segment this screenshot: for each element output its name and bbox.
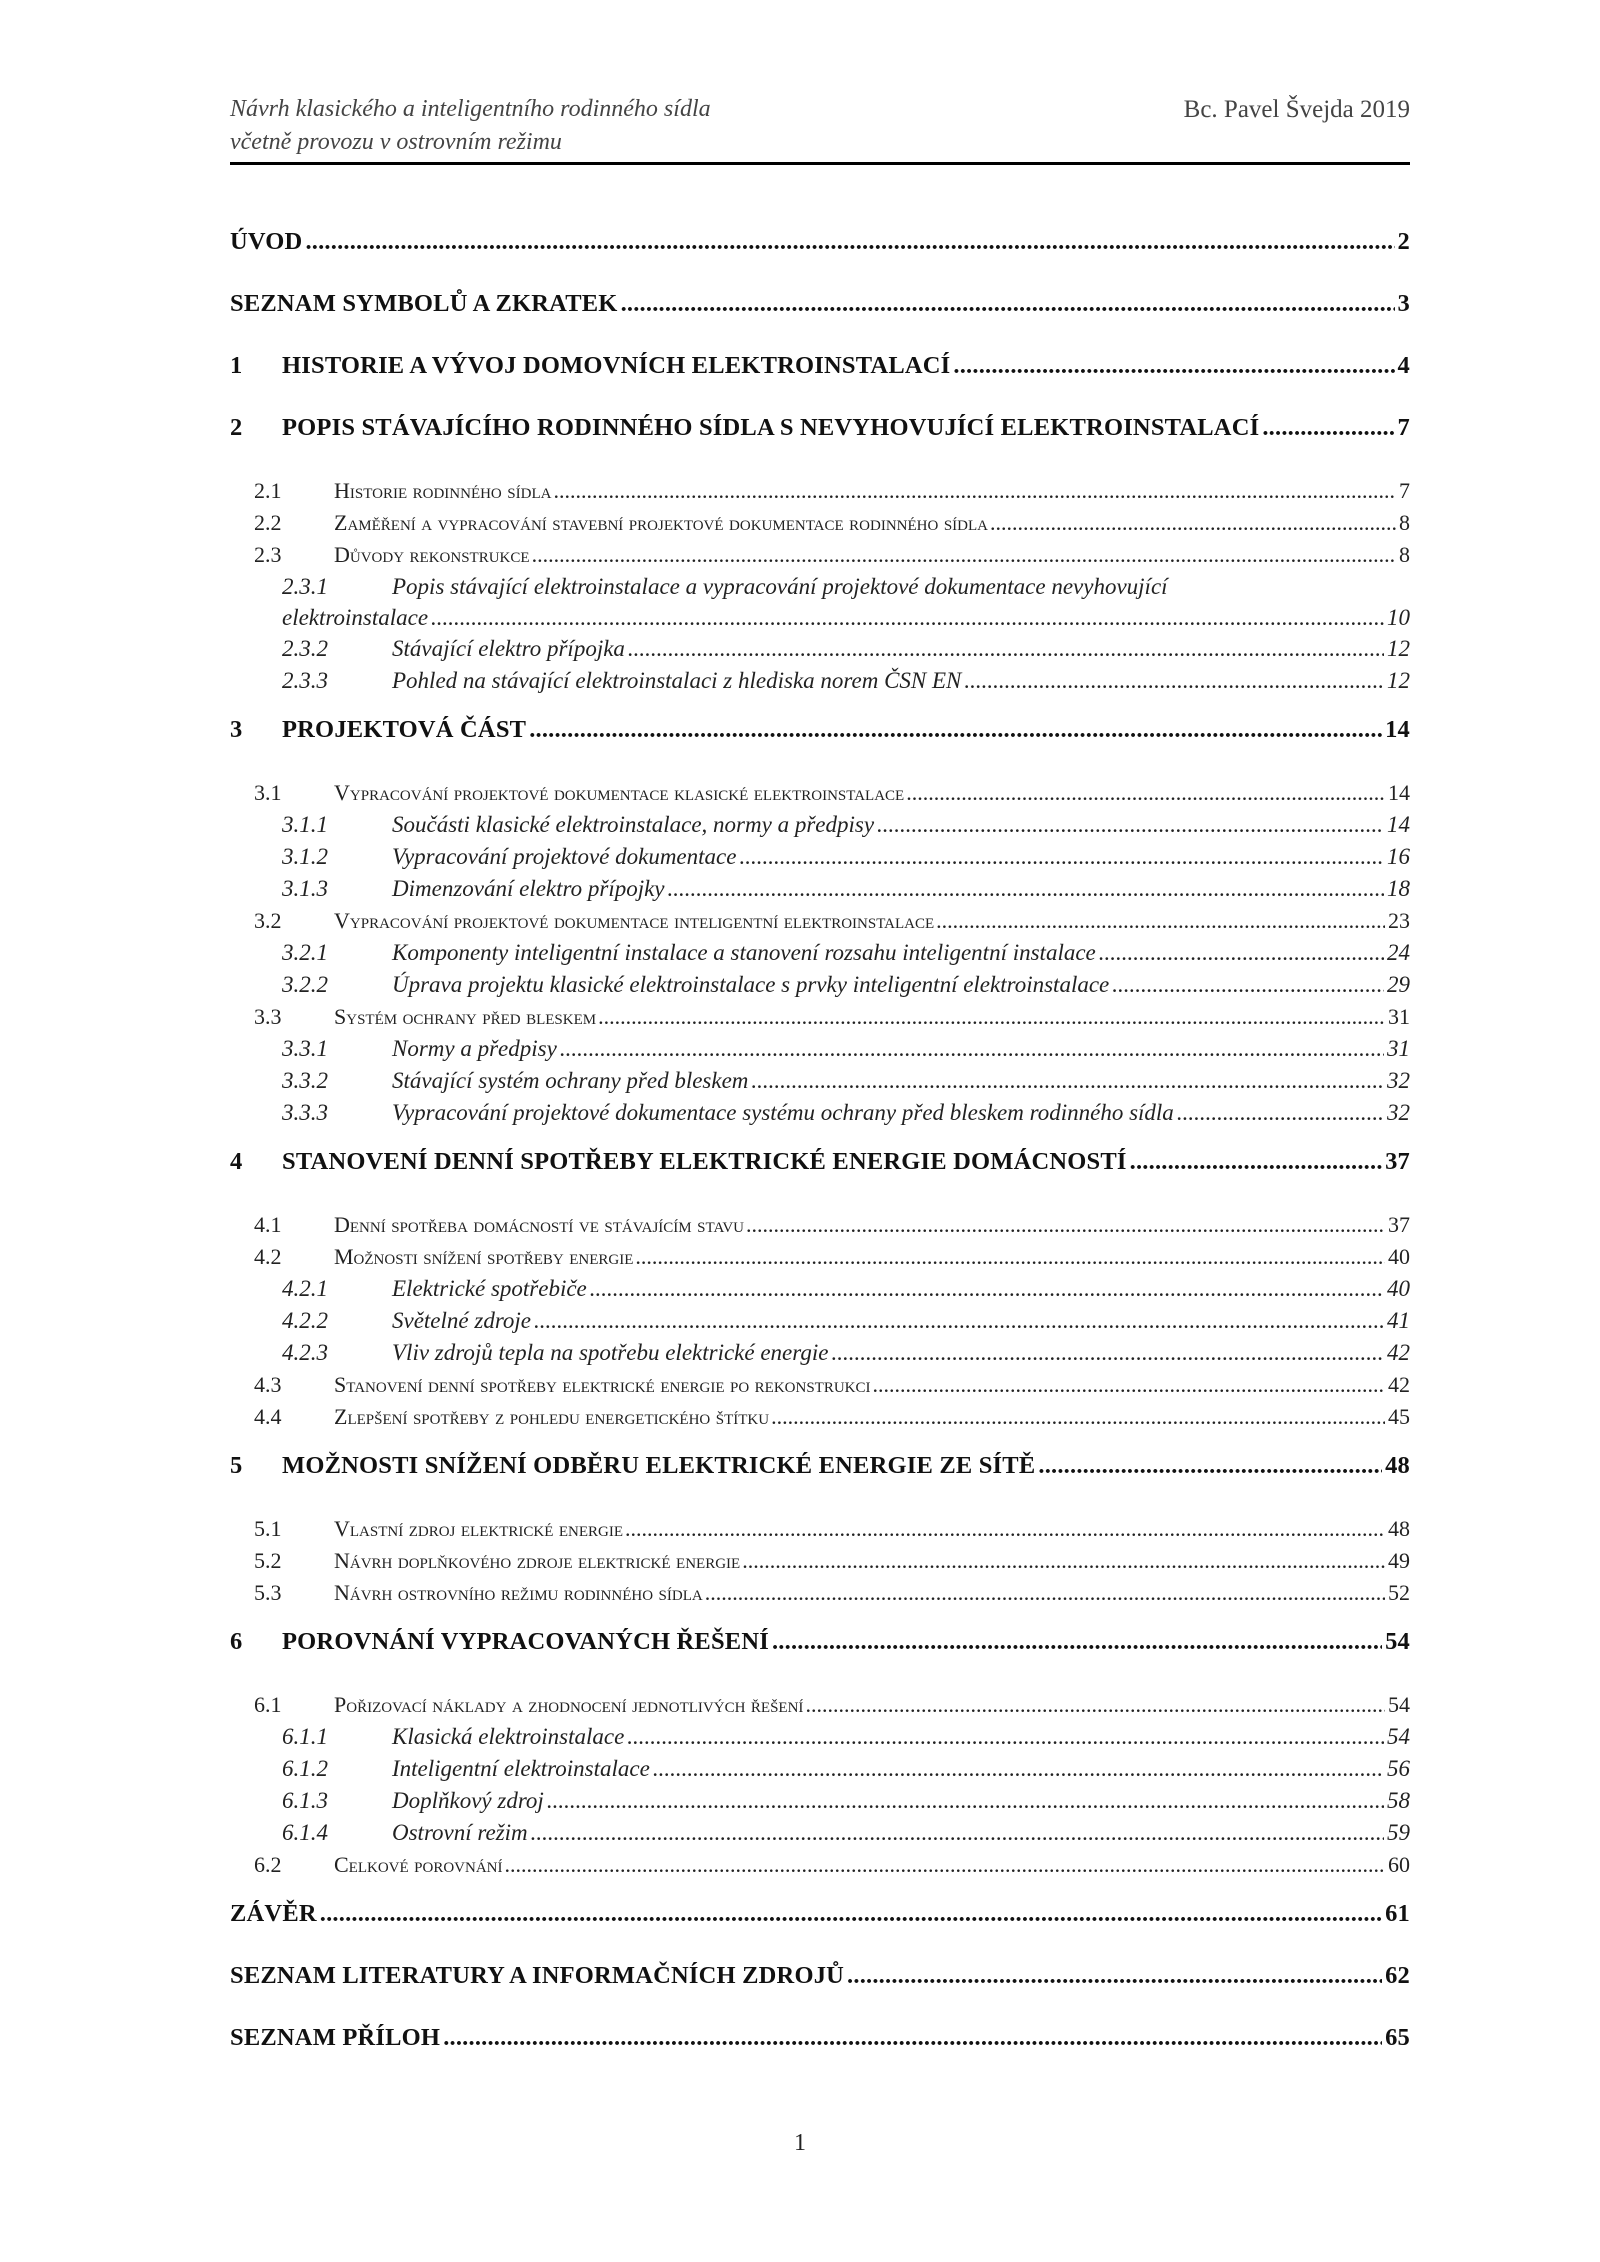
toc-entry-text: STANOVENÍ DENNÍ SPOTŘEBY ELEKTRICKÉ ENERGIE DOMÁCNOSTÍ xyxy=(282,1148,1127,1175)
toc-entry[interactable] xyxy=(254,1244,1410,1270)
toc-entry[interactable] xyxy=(282,812,1410,838)
toc-entry-title xyxy=(254,1244,633,1270)
toc-entry-text: SEZNAM SYMBOLŮ A ZKRATEK xyxy=(230,290,618,317)
toc-entry-text: Vliv zdrojů tepla na spotřebu elektrické energie xyxy=(392,1340,829,1365)
toc-entry[interactable] xyxy=(282,940,1410,966)
toc-entry-page: 12 xyxy=(1387,668,1410,693)
toc-entry-title xyxy=(282,940,1096,966)
toc-entry[interactable] xyxy=(282,1068,1410,1094)
toc-leader-dots xyxy=(1130,1148,1382,1176)
toc-leader-dots xyxy=(560,1036,1384,1062)
toc-entry-number: 3.3.1 xyxy=(282,1036,328,1061)
toc-leader-dots xyxy=(547,1788,1384,1814)
toc-entry-page: 49 xyxy=(1388,1548,1410,1573)
toc-entry-title xyxy=(282,668,961,694)
toc-entry-page: 14 xyxy=(1388,780,1410,805)
toc-leader-dots xyxy=(532,542,1396,568)
toc-entry-page: 29 xyxy=(1387,972,1410,997)
toc-entry-number: 3.2.1 xyxy=(282,940,328,965)
toc-entry[interactable] xyxy=(230,1452,1410,1480)
toc-entry-title xyxy=(282,972,1109,998)
toc-entry-page: 14 xyxy=(1385,716,1410,743)
toc-entry-text: Vypracování projektové dokumentace inteligentní elektroinstalace xyxy=(334,908,935,933)
toc-entry-title xyxy=(230,414,1259,442)
toc-entry-continuation[interactable] xyxy=(282,605,1410,631)
toc-entry-title xyxy=(282,1340,828,1366)
toc-entry-page: 4 xyxy=(1397,352,1410,379)
toc-entry[interactable] xyxy=(230,716,1410,744)
toc-entry-page: 2 xyxy=(1397,228,1410,255)
toc-entry[interactable] xyxy=(282,972,1410,998)
toc-entry-title xyxy=(254,510,988,536)
toc-entry-text: Ostrovní režim xyxy=(392,1820,528,1845)
toc-entry-text: Zaměření a vypracování stavební projektové dokumentace rodinného sídla xyxy=(334,510,988,535)
toc-entry-page: 58 xyxy=(1387,1788,1410,1813)
header-title-line1: Návrh klasického a inteligentního rodinného sídla xyxy=(230,96,711,122)
toc-entry-title xyxy=(282,1068,748,1094)
toc-entry-title xyxy=(254,1692,803,1718)
toc-entry-number: 1 xyxy=(230,352,243,379)
toc-entry-text: SEZNAM LITERATURY A INFORMAČNÍCH ZDROJŮ xyxy=(230,1962,845,1989)
toc-entry-text: PROJEKTOVÁ ČÁST xyxy=(282,716,527,743)
toc-leader-dots xyxy=(990,510,1396,536)
toc-leader-dots xyxy=(621,290,1395,318)
toc-leader-dots xyxy=(964,668,1384,694)
toc-entry-page: 54 xyxy=(1387,1724,1410,1749)
toc-entry-number: 3.2.2 xyxy=(282,972,328,997)
toc-leader-dots xyxy=(1038,1452,1382,1480)
toc-entry-title xyxy=(230,1148,1127,1176)
toc-entry-title xyxy=(230,716,526,744)
toc-entry-number: 3 xyxy=(230,716,243,743)
toc-entry-text: Vypracování projektové dokumentace systému ochrany před bleskem rodinného sídla xyxy=(392,1100,1174,1125)
toc-leader-dots xyxy=(320,1900,1382,1928)
toc-leader-dots xyxy=(953,352,1394,380)
toc-entry-number: 6.1.2 xyxy=(282,1756,328,1781)
toc-entry-page: 8 xyxy=(1399,542,1410,567)
toc-entry[interactable] xyxy=(254,1372,1410,1398)
toc-leader-dots xyxy=(635,1244,1385,1270)
toc-leader-dots xyxy=(873,1372,1385,1398)
toc-entry[interactable] xyxy=(230,352,1410,380)
toc-entry-text: Součásti klasické elektroinstalace, normy a předpisy xyxy=(392,812,875,837)
toc-entry[interactable] xyxy=(282,1308,1410,1334)
toc-entry-text: MOŽNOSTI SNÍŽENÍ ODBĚRU ELEKTRICKÉ ENERGIE ZE SÍTĚ xyxy=(282,1452,1036,1479)
toc-entry-number: 6.1.3 xyxy=(282,1788,328,1813)
toc-entry[interactable] xyxy=(282,1756,1410,1782)
toc-entry[interactable] xyxy=(254,1404,1410,1430)
toc-leader-dots xyxy=(906,780,1385,806)
toc-entry-text: Vlastní zdroj elektrické energie xyxy=(334,1516,624,1541)
toc-entry-text: Inteligentní elektroinstalace xyxy=(392,1756,650,1781)
toc-entry-page: 23 xyxy=(1388,908,1410,933)
page-header xyxy=(230,96,1410,165)
toc-entry-title xyxy=(254,1852,503,1878)
toc-entry[interactable] xyxy=(230,290,1410,318)
toc-entry[interactable] xyxy=(282,876,1410,902)
toc-entry-number: 2.3.1 xyxy=(282,574,328,599)
toc-entry-title xyxy=(230,1900,317,1928)
header-title-line2: včetně provozu v ostrovním režimu xyxy=(230,129,562,155)
toc-entry[interactable] xyxy=(282,844,1410,870)
toc-entry[interactable] xyxy=(254,780,1410,806)
toc-entry-page: 16 xyxy=(1387,844,1410,869)
toc-entry-number: 3.1.3 xyxy=(282,876,328,901)
toc-entry-page: 41 xyxy=(1387,1308,1410,1333)
toc-entry-number: 2.3.3 xyxy=(282,668,328,693)
toc-entry-title xyxy=(282,1100,1174,1126)
toc-entry-text: Stávající systém ochrany před bleskem xyxy=(392,1068,749,1093)
toc-leader-dots xyxy=(742,1548,1385,1574)
toc-entry-number: 4.1 xyxy=(254,1212,282,1237)
toc-entry-title xyxy=(254,1516,623,1542)
toc-entry-text: Dimenzování elektro přípojky xyxy=(392,876,665,901)
toc-entry[interactable] xyxy=(230,2024,1410,2052)
toc-entry-number: 3.3.2 xyxy=(282,1068,328,1093)
toc-entry[interactable] xyxy=(254,1852,1410,1878)
toc-entry-title xyxy=(254,780,904,806)
toc-entry[interactable] xyxy=(282,668,1410,694)
toc-entry[interactable] xyxy=(230,1962,1410,1990)
toc-entry-page: 61 xyxy=(1385,1900,1410,1927)
toc-leader-dots xyxy=(877,812,1384,838)
toc-entry-text: Důvody rekonstrukce xyxy=(334,542,530,567)
toc-entry-title xyxy=(282,1036,557,1062)
toc-leader-dots xyxy=(443,2024,1382,2052)
toc-entry-text: Denní spotřeba domácností ve stávajícím stavu xyxy=(334,1212,745,1237)
toc-entry-title xyxy=(254,1212,744,1238)
toc-leader-dots xyxy=(598,1004,1385,1030)
toc-entry-text: Popis stávající elektroinstalace a vypracování projektové dokumentace nevyhovující xyxy=(392,574,1168,599)
toc-entry-number: 4.3 xyxy=(254,1372,282,1397)
toc-leader-dots xyxy=(1262,414,1394,442)
toc-entry-page: 8 xyxy=(1399,510,1410,535)
toc-entry-text: Možnosti snížení spotřeby energie xyxy=(334,1244,634,1269)
toc-entry-number: 4.2.2 xyxy=(282,1308,328,1333)
toc-entry-page: 12 xyxy=(1387,636,1410,661)
toc-leader-dots xyxy=(1099,940,1384,966)
toc-entry-page: 32 xyxy=(1387,1100,1410,1125)
toc-entry-page: 42 xyxy=(1388,1372,1410,1397)
toc-entry-title xyxy=(282,574,1168,600)
toc-entry-title xyxy=(254,478,551,504)
toc-entry-number: 3.3 xyxy=(254,1004,282,1029)
toc-entry-text: Zlepšení spotřeby z pohledu energetického štítku xyxy=(334,1404,770,1429)
toc-entry-number: 4.2 xyxy=(254,1244,282,1269)
toc-entry-number: 2.3.2 xyxy=(282,636,328,661)
toc-entry-page: 48 xyxy=(1388,1516,1410,1541)
toc-entry-page: 48 xyxy=(1385,1452,1410,1479)
toc-entry-title xyxy=(282,812,874,838)
toc-entry-number: 2 xyxy=(230,414,243,441)
toc-entry-title xyxy=(254,1372,871,1398)
toc-entry-number: 3.1.1 xyxy=(282,812,328,837)
toc-leader-dots xyxy=(772,1628,1382,1656)
toc-entry[interactable] xyxy=(230,1628,1410,1656)
toc-entry-title xyxy=(230,1452,1035,1480)
toc-entry-page: 31 xyxy=(1387,1036,1410,1061)
toc-entry-page: 7 xyxy=(1399,478,1410,503)
toc-entry-title xyxy=(254,1404,769,1430)
toc-leader-dots xyxy=(936,908,1385,934)
toc-entry-title xyxy=(230,2024,440,2052)
toc-leader-dots xyxy=(625,1516,1385,1542)
toc-entry-page: 54 xyxy=(1388,1692,1410,1717)
toc-entry-text: Normy a předpisy xyxy=(392,1036,557,1061)
toc-entry[interactable] xyxy=(254,510,1410,536)
toc-entry[interactable] xyxy=(282,574,1410,600)
toc-entry-number: 3.1 xyxy=(254,780,282,805)
toc-entry-number: 5.3 xyxy=(254,1580,282,1605)
toc-entry-number: 6.2 xyxy=(254,1852,282,1877)
toc-entry-number: 5.2 xyxy=(254,1548,282,1573)
toc-entry-text: Klasická elektroinstalace xyxy=(392,1724,625,1749)
toc-entry[interactable] xyxy=(230,414,1410,442)
toc-leader-dots xyxy=(805,1692,1385,1718)
toc-entry-page: 52 xyxy=(1388,1580,1410,1605)
toc-entry-page: 18 xyxy=(1387,876,1410,901)
toc-leader-dots xyxy=(590,1276,1384,1302)
toc-entry-title xyxy=(230,228,302,256)
toc-entry-page: 10 xyxy=(1387,605,1410,630)
toc-entry-text: POPIS STÁVAJÍCÍHO RODINNÉHO SÍDLA S NEVYHOVUJÍCÍ ELEKTROINSTALACÍ xyxy=(282,414,1260,441)
toc-entry-title xyxy=(282,1724,624,1750)
toc-entry-text: Systém ochrany před bleskem xyxy=(334,1004,597,1029)
toc-entry-page: 65 xyxy=(1385,2024,1410,2051)
toc-entry-page: 62 xyxy=(1385,1962,1410,1989)
toc-entry-title xyxy=(254,542,530,568)
toc-entry-title xyxy=(230,290,618,318)
toc-entry[interactable] xyxy=(282,1340,1410,1366)
toc-leader-dots xyxy=(739,844,1384,870)
toc-entry-number: 4 xyxy=(230,1148,243,1175)
toc-entry-number: 6.1 xyxy=(254,1692,282,1717)
toc-entry-number: 3.3.3 xyxy=(282,1100,328,1125)
toc-entry[interactable] xyxy=(230,1900,1410,1928)
toc-entry-title xyxy=(282,876,665,902)
toc-entry-text: elektroinstalace xyxy=(282,605,429,630)
toc-entry[interactable] xyxy=(254,478,1410,504)
toc-entry-page: 56 xyxy=(1387,1756,1410,1781)
toc-entry-number: 4.4 xyxy=(254,1404,282,1429)
toc-entry[interactable] xyxy=(282,1276,1410,1302)
toc-entry-title xyxy=(230,1628,769,1656)
toc-leader-dots xyxy=(305,228,1394,256)
toc-entry-title xyxy=(282,1756,650,1782)
toc-entry-title xyxy=(230,1962,844,1990)
toc-entry-number: 4.2.1 xyxy=(282,1276,328,1301)
toc-entry-number: 3.1.2 xyxy=(282,844,328,869)
toc-entry-text: Historie rodinného sídla xyxy=(334,478,552,503)
toc-entry-page: 45 xyxy=(1388,1404,1410,1429)
toc-entry-text: Návrh doplňkového zdroje elektrické energie xyxy=(334,1548,741,1573)
toc-entry-page: 31 xyxy=(1388,1004,1410,1029)
toc-entry-number: 2.2 xyxy=(254,510,282,535)
toc-leader-dots xyxy=(751,1068,1384,1094)
toc-entry-text: Úprava projektu klasické elektroinstalace s prvky inteligentní elektroinstalace xyxy=(392,972,1110,997)
toc-leader-dots xyxy=(431,605,1384,631)
toc-leader-dots xyxy=(627,1724,1384,1750)
toc-entry[interactable] xyxy=(254,1004,1410,1030)
toc-entry-number: 3.2 xyxy=(254,908,282,933)
toc-entry-text: Elektrické spotřebiče xyxy=(392,1276,587,1301)
page-number: 1 xyxy=(794,2130,806,2156)
toc-entry-title xyxy=(282,1820,528,1846)
toc-entry-title xyxy=(254,1004,596,1030)
toc-entry-number: 2.3 xyxy=(254,542,282,567)
toc-entry-number: 6.1.1 xyxy=(282,1724,328,1749)
toc-entry-text: Stávající elektro přípojka xyxy=(392,636,625,661)
toc-entry-title xyxy=(282,1276,587,1302)
toc-entry[interactable] xyxy=(282,1724,1410,1750)
toc-entry-text: Světelné zdroje xyxy=(392,1308,532,1333)
toc-entry[interactable] xyxy=(282,1820,1410,1846)
toc-entry-title xyxy=(254,908,934,934)
toc-entry-page: 40 xyxy=(1388,1244,1410,1269)
toc-leader-dots xyxy=(746,1212,1385,1238)
toc-leader-dots xyxy=(529,716,1382,744)
toc-entry-title xyxy=(282,844,736,870)
toc-entry-title xyxy=(282,636,625,662)
toc-leader-dots xyxy=(1177,1100,1384,1126)
header-author: Bc. Pavel Švejda 2019 xyxy=(1183,96,1410,123)
toc-entry-text: Doplňkový zdroj xyxy=(392,1788,544,1813)
toc-leader-dots xyxy=(668,876,1384,902)
toc-entry[interactable] xyxy=(282,1788,1410,1814)
toc-entry-page: 40 xyxy=(1387,1276,1410,1301)
toc-entry-text: HISTORIE A VÝVOJ DOMOVNÍCH ELEKTROINSTALACÍ xyxy=(282,352,951,379)
toc-leader-dots xyxy=(553,478,1396,504)
toc-entry[interactable] xyxy=(254,908,1410,934)
toc-entry-text: ZÁVĚR xyxy=(230,1900,317,1927)
toc-entry[interactable] xyxy=(282,1036,1410,1062)
toc-leader-dots xyxy=(1112,972,1384,998)
toc-leader-dots xyxy=(771,1404,1385,1430)
toc-entry-text: Vypracování projektové dokumentace klasické elektroinstalace xyxy=(334,780,905,805)
toc-entry[interactable] xyxy=(254,542,1410,568)
toc-entry-page: 37 xyxy=(1388,1212,1410,1237)
toc-entry-text: POROVNÁNÍ VYPRACOVANÝCH ŘEŠENÍ xyxy=(282,1628,769,1655)
toc-entry-title xyxy=(254,1580,703,1606)
toc-entry-number: 6.1.4 xyxy=(282,1820,328,1845)
toc-entry-page: 59 xyxy=(1387,1820,1410,1845)
toc-entry-text: Pořizovací náklady a zhodnocení jednotlivých řešení xyxy=(334,1692,804,1717)
toc-entry-number: 6 xyxy=(230,1628,243,1655)
toc-entry-number: 5 xyxy=(230,1452,243,1479)
toc-entry-page: 24 xyxy=(1387,940,1410,965)
toc-entry[interactable] xyxy=(254,1580,1410,1606)
toc-entry[interactable] xyxy=(254,1548,1410,1574)
toc-leader-dots xyxy=(653,1756,1384,1782)
toc-entry-page: 60 xyxy=(1388,1852,1410,1877)
toc-leader-dots xyxy=(831,1340,1384,1366)
toc-entry-title xyxy=(254,1548,740,1574)
toc-entry[interactable] xyxy=(254,1516,1410,1542)
toc-entry-number: 5.1 xyxy=(254,1516,282,1541)
toc-entry-title xyxy=(230,352,950,380)
toc-entry-text: Stanovení denní spotřeby elektrické energie po rekonstrukci xyxy=(334,1372,871,1397)
toc-entry-text: ÚVOD xyxy=(230,228,303,255)
toc-entry[interactable] xyxy=(282,636,1410,662)
toc-entry-page: 42 xyxy=(1387,1340,1410,1365)
toc-leader-dots xyxy=(847,1962,1382,1990)
toc-entry-title xyxy=(282,1308,531,1334)
toc-entry[interactable] xyxy=(230,1148,1410,1176)
toc-entry-text: SEZNAM PŘÍLOH xyxy=(230,2024,441,2051)
toc-entry-page: 32 xyxy=(1387,1068,1410,1093)
toc-entry-text: Celkové porovnání xyxy=(334,1852,503,1877)
toc-leader-dots xyxy=(628,636,1384,662)
toc-entry-page: 37 xyxy=(1385,1148,1410,1175)
toc-entry[interactable] xyxy=(254,1692,1410,1718)
toc-entry[interactable] xyxy=(282,1100,1410,1126)
toc-entry[interactable] xyxy=(254,1212,1410,1238)
toc-entry-text: Komponenty inteligentní instalace a stanovení rozsahu inteligentní instalace xyxy=(392,940,1096,965)
toc-entry[interactable] xyxy=(230,228,1410,256)
toc-entry-page: 14 xyxy=(1387,812,1410,837)
toc-leader-dots xyxy=(534,1308,1384,1334)
toc-entry-page: 7 xyxy=(1397,414,1410,441)
toc-entry-title xyxy=(282,1788,544,1814)
toc-leader-dots xyxy=(705,1580,1385,1606)
toc-entry-page: 3 xyxy=(1397,290,1410,317)
toc-entry-number: 2.1 xyxy=(254,478,282,503)
toc-leader-dots xyxy=(531,1820,1384,1846)
toc-entry-page: 54 xyxy=(1385,1628,1410,1655)
toc-entry-number: 4.2.3 xyxy=(282,1340,328,1365)
toc-entry-text: Vypracování projektové dokumentace xyxy=(392,844,737,869)
toc-entry-text: Pohled na stávající elektroinstalaci z hlediska norem ČSN EN xyxy=(392,668,962,693)
toc-entry-text: Návrh ostrovního režimu rodinného sídla xyxy=(334,1580,703,1605)
toc-leader-dots xyxy=(505,1852,1386,1878)
